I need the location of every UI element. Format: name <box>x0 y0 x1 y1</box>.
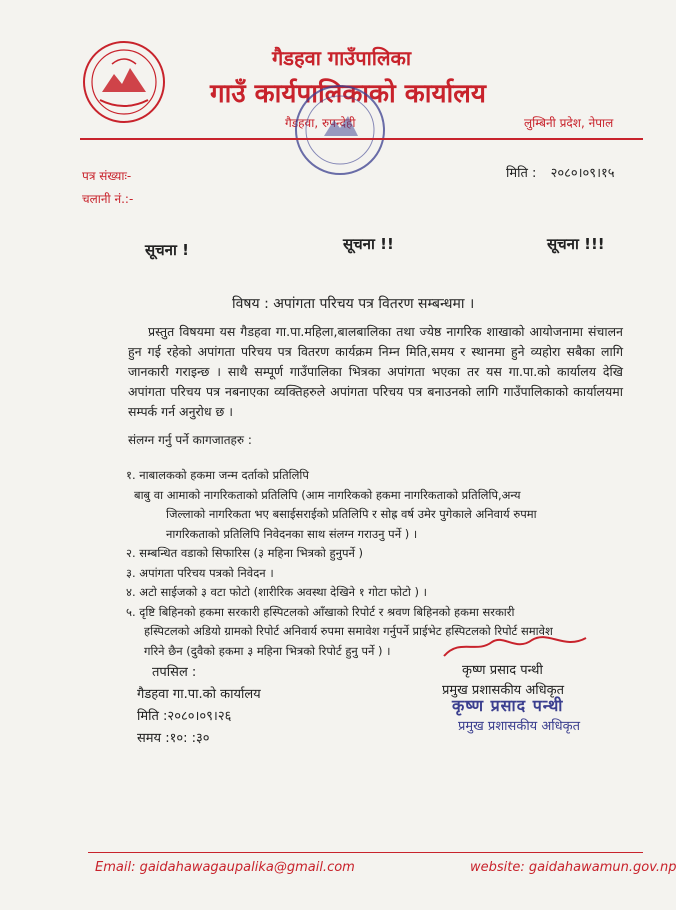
handwritten-signature-icon <box>440 632 590 660</box>
notice-1: सूचना ! <box>145 241 189 259</box>
list-item: हस्पिटलको अडियो ग्रामको रिपोर्ट अनिवार्य रुपमा समावेश गर्नुपर्ने प्राईभेट हस्पिटलको रिपोर्ट समावेश <box>144 624 553 638</box>
date-value: २०८०।०९।१५ <box>550 166 615 181</box>
stamp-title: प्रमुख प्रशासकीय अधिकृत <box>458 719 581 734</box>
notice-2: सूचना !! <box>343 235 394 253</box>
details-time: समय :१०: :३० <box>137 731 210 746</box>
office-address: गैडहवा, रुपन्देही <box>285 116 356 130</box>
list-item: ४. अटो साईजको ३ वटा फोटो (शारीरिक अवस्था देखिने १ गोटा फोटो ) । <box>126 585 428 599</box>
subject-line: विषय : अपांगता परिचय पत्र वितरण सम्बन्धमा । <box>232 296 475 312</box>
list-item: गरिने छैन (दुवैको हकमा ३ महिना भित्रको रिपोर्ट हुनु पर्ने ) । <box>144 643 391 658</box>
footer-divider <box>88 852 643 853</box>
nepal-emblem-icon <box>82 40 166 124</box>
signature-stamp <box>452 694 580 734</box>
list-item: बाबु वा आमाको नागरिकताको प्रतिलिपि (आम नागरिकको हकमा नागरिकताको प्रतिलिपि,अन्य <box>134 487 521 502</box>
office-name: गाउँ कार्यपालिकाको कार्यालय <box>210 79 486 109</box>
footer-website: website: gaidahawamun.gov.np <box>470 860 676 875</box>
details-heading: तपसिल : <box>152 665 197 680</box>
office-stamp-icon <box>290 80 390 180</box>
list-item: १. नाबालकको हकमा जन्म दर्ताको प्रतिलिपि <box>126 468 309 482</box>
list-item: ५. दृष्टि बिहिनको हकमा सरकारी हस्पिटलको आँखाको रिपोर्ट र श्रवण बिहिनको हकमा सरकारी <box>126 604 515 619</box>
list-item: नागरिकताको प्रतिलिपि निवेदनका साथ संलग्न गराउनु पर्ने ) । <box>166 526 418 541</box>
header-divider <box>80 138 643 140</box>
province-name: लुम्बिनी प्रदेश, नेपाल <box>524 116 614 130</box>
dispatch-number-label: चलानी नं.:- <box>82 192 134 206</box>
list-item: ३. अपांगता परिचय पत्रको निवेदन । <box>126 565 274 580</box>
details-place: गैडहवा गा.पा.को कार्यालय <box>137 687 261 702</box>
stamp-name: कृष्ण प्रसाद पन्थी <box>452 696 564 715</box>
date-row <box>506 163 615 181</box>
list-item: जिल्लाको नागरिकता भए बसाईसराईको प्रतिलिपि र सोह्र वर्ष उमेर पुगेकाले अनिवार्य रुपमा <box>166 507 537 521</box>
signatory-name: कृष्ण प्रसाद पन्थी <box>462 663 543 678</box>
signatory-title: प्रमुख प्रशासकीय अधिकृत <box>442 683 565 698</box>
municipality-name: गैडहवा गाउँपालिका <box>272 46 412 70</box>
details-date: मिति :२०८०।०९।२६ <box>137 709 232 724</box>
list-item: २. सम्बन्धित वडाको सिफारिस (३ महिना भित्रको हुनुपर्ने ) <box>126 546 364 560</box>
main-paragraph: प्रस्तुत विषयमा यस गैडहवा गा.पा.महिला,बालबालिका तथा ज्येष्ठ नागरिक शाखाको आयोजनामा संचालन हुन गई रहेको अपांगता परिचय पत्र वितरण कार्यक्रम निम्न मिति,समय र स्थानमा हुने व्यहोरा सबैका लागि जानकारी गराइन्छ । साथै सम्पूर्ण गाउँपालिका भित्रका अपांगता भएका तर यस गा.पा.को कार्यालय देखि अपांगता परिचय पत्र नबनाएका व्यक्तिहरुले अपांगता परिचय पत्र बनाउनको लागि गाउँपालिकाको कार्यालयमा सम्पर्क गर्न अनुरोध छ । <box>128 324 623 419</box>
footer-email: Email: gaidahawagaupalika@gmail.com <box>95 860 355 875</box>
letter-number-label: पत्र संख्याः- <box>82 169 132 183</box>
date-label: मिति : <box>506 166 537 181</box>
notice-3: सूचना !!! <box>547 235 605 253</box>
documents-heading: संलग्न गर्नु पर्ने कागजातहरु : <box>128 433 252 447</box>
